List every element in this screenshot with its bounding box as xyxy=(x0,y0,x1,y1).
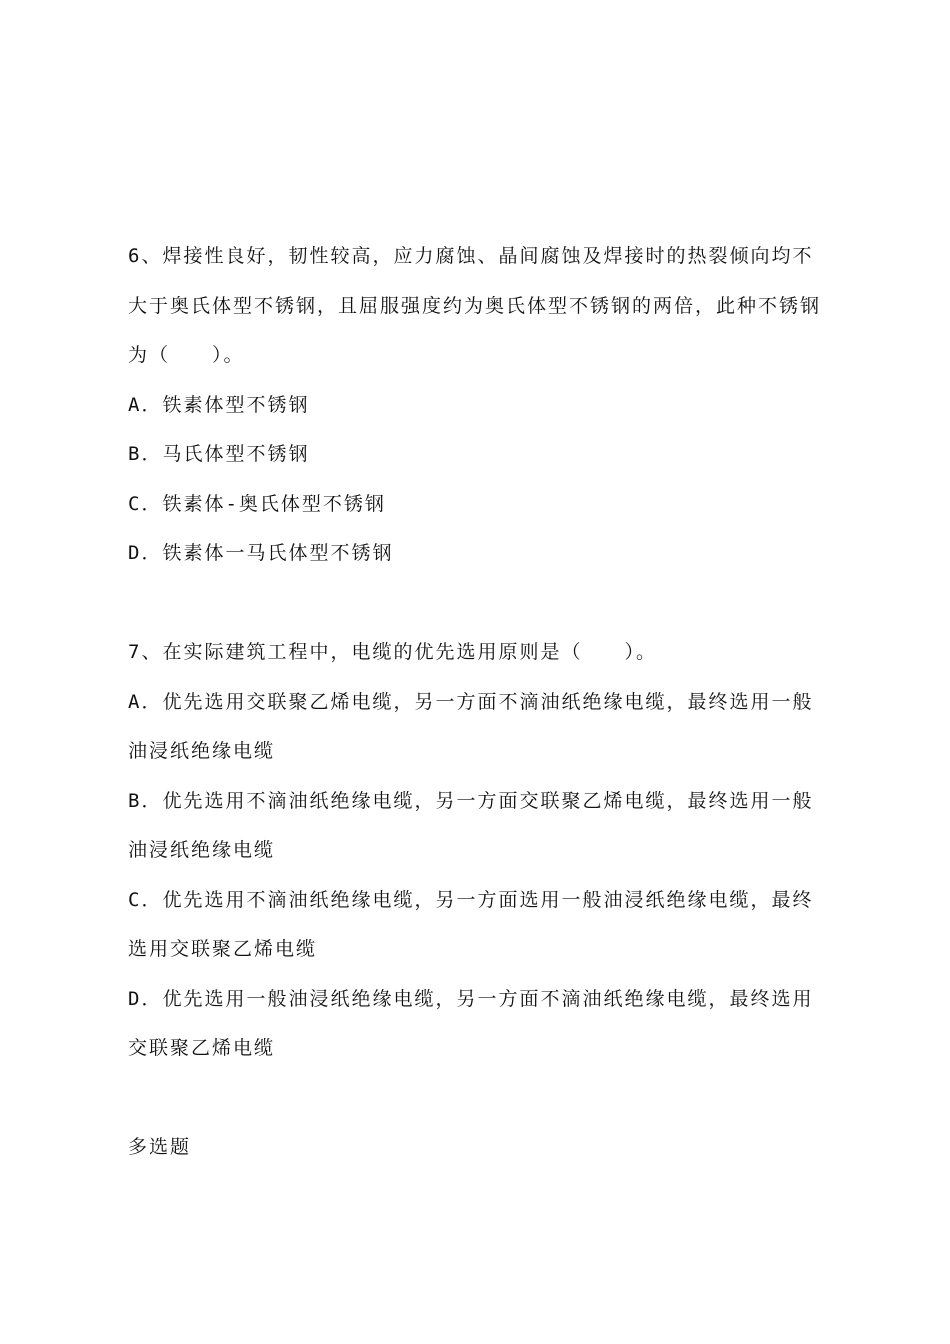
question-6-stem: 6、焊接性良好，韧性较高，应力腐蚀、晶间腐蚀及焊接时的热裂倾向均不大于奥氏体型不锈钢，且屈服强度约为奥氏体型不锈钢的两倍，此种不锈钢为（ ）。 xyxy=(128,245,822,366)
question-7 xyxy=(128,628,833,1074)
question-content xyxy=(128,232,833,1173)
question-6-option-c: C．铁素体-奥氏体型不锈钢 xyxy=(128,492,386,515)
section-spacer xyxy=(128,1074,833,1124)
question-7-option-c: C．优先选用不滴油纸绝缘电缆，另一方面选用一般油浸纸绝缘电缆，最终选用交联聚乙烯电缆 xyxy=(128,888,814,960)
question-6-option-a: A．铁素体型不锈钢 xyxy=(128,393,310,416)
question-6-option-b: B．马氏体型不锈钢 xyxy=(128,443,310,465)
question-7-stem: 7、在实际建筑工程中，电缆的优先选用原则是（ ）。 xyxy=(128,641,657,663)
question-7-option-a: A．优先选用交联聚乙烯电缆，另一方面不滴油纸绝缘电缆，最终选用一般油浸纸绝缘电缆 xyxy=(128,690,814,762)
section-heading: 多选题 xyxy=(128,1136,192,1158)
question-spacer xyxy=(128,579,833,629)
question-7-option-b: B．优先选用不滴油纸绝缘电缆，另一方面交联聚乙烯电缆，最终选用一般油浸纸绝缘电缆 xyxy=(128,789,814,861)
question-7-option-d: D．优先选用一般油浸纸绝缘电缆，另一方面不滴油纸绝缘电缆，最终选用交联聚乙烯电缆 xyxy=(128,987,814,1059)
question-6-option-d: D．铁素体一马氏体型不锈钢 xyxy=(128,542,394,564)
question-6 xyxy=(128,232,833,579)
